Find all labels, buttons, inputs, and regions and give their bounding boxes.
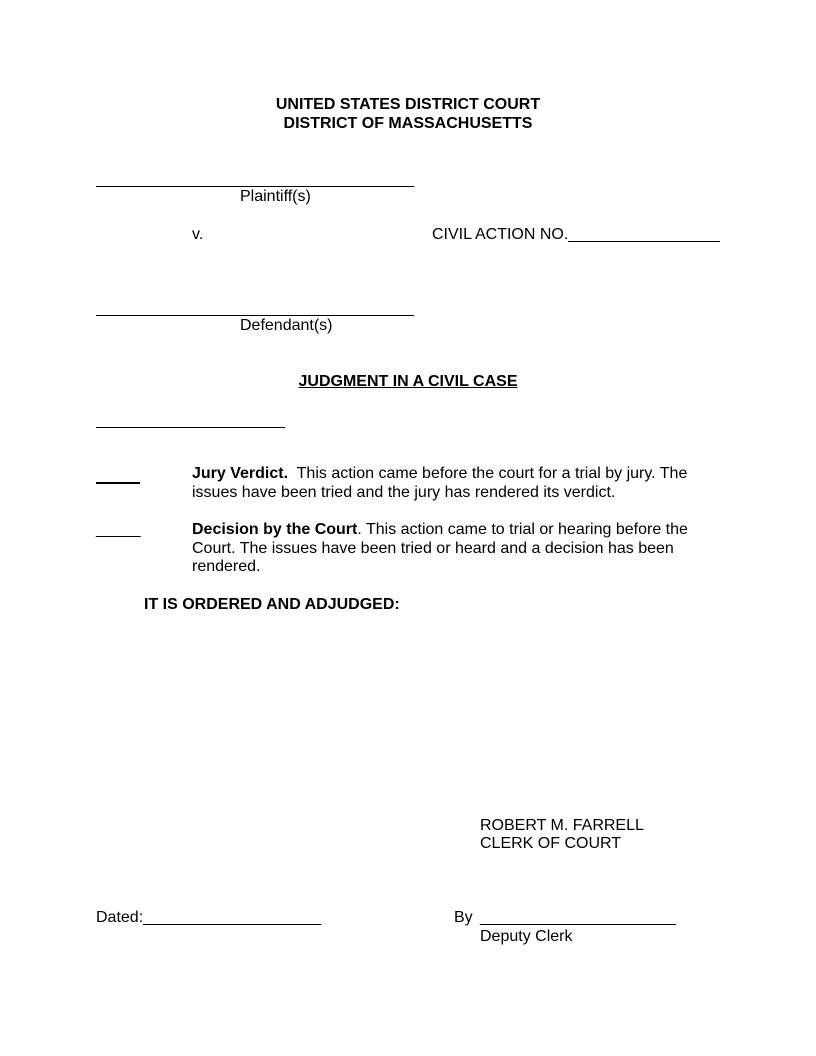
jury-verdict-heading: Jury Verdict. [192, 465, 289, 482]
dated-label: Dated: [96, 909, 144, 926]
decision-paragraph [192, 521, 712, 577]
deputy-clerk-label: Deputy Clerk [480, 928, 573, 945]
decision-heading: Decision by the Court [192, 521, 358, 538]
clerk-name: ROBERT M. FARRELL [480, 817, 644, 834]
civil-action-blank[interactable]: _________________ [568, 226, 720, 243]
dated-field [96, 909, 321, 927]
decision-text: . This action came to trial or hearing before the Court. The issues have been tried or heard and a decision has been rendered. [192, 521, 688, 575]
civil-action-label: CIVIL ACTION NO. [432, 226, 569, 243]
jury-verdict-blank[interactable] [96, 465, 140, 484]
document-title: JUDGMENT IN A CIVIL CASE [298, 373, 518, 390]
jury-verdict-checkbox-blank[interactable] [96, 465, 140, 489]
jury-verdict-text: This action came before the court for a trial by jury. The issues have been tried and the jury has rendered its verdict. [192, 465, 688, 501]
clerk-title: CLERK OF COURT [480, 835, 622, 852]
decision-checkbox-blank[interactable]: _____ [96, 521, 141, 538]
district-name: DISTRICT OF MASSACHUSETTS [283, 115, 533, 132]
plaintiff-label: Plaintiff(s) [240, 188, 311, 205]
versus-label: v. [192, 226, 204, 243]
deputy-signature-blank[interactable]: ______________________ [480, 909, 676, 926]
ordered-heading: IT IS ORDERED AND ADJUDGED: [144, 596, 400, 613]
blank-line[interactable] [96, 427, 285, 428]
civil-action-number [432, 226, 720, 244]
dated-blank[interactable]: ____________________ [143, 909, 322, 926]
defendant-label: Defendant(s) [240, 317, 333, 334]
by-label: By [454, 909, 473, 926]
jury-verdict-paragraph [192, 465, 712, 502]
plaintiff-signature-line[interactable] [96, 186, 414, 187]
court-name: UNITED STATES DISTRICT COURT [275, 96, 541, 113]
defendant-signature-line[interactable] [96, 315, 414, 316]
